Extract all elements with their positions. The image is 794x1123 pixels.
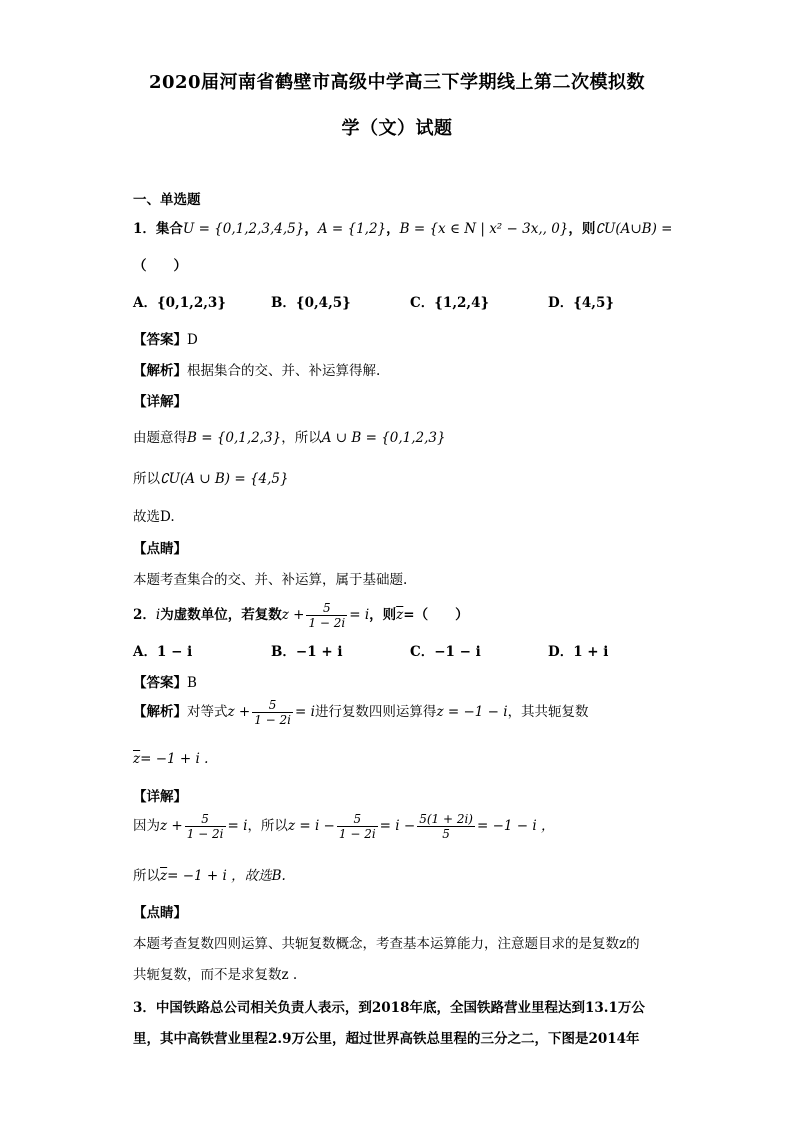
q2-comment-line1: 本题考查复数四则运算、共轭复数概念，考查基本运算能力，注意题目求的是复数z的	[133, 936, 640, 952]
q2-detail-line1: 因为z + $\frac{5}{1 - 2i}$ = i，所以z = i − $\frac{5}{1 - 2i}$ = i − $\frac{5(1 + 2i)}{5}$ = −1 − i ，	[133, 812, 555, 841]
q1-detail-line1: 由题意得B = {0,1,2,3}，所以A ∪ B = {0,1,2,3}	[133, 430, 446, 446]
q1-detail-line2: 所以∁U(A ∪ B) = {4,5}	[133, 471, 289, 487]
q1-detail-tag: 【详解】	[133, 394, 187, 410]
q2-stem: 2．i为虚数单位，若复数z + $\frac{5}{1 - 2i}$ = i，则$\overline{z}=$（ ）	[133, 601, 469, 630]
q1-option-b: B．{0,4,5}	[271, 295, 351, 311]
q2-option-b: B．−1 + i	[271, 644, 343, 660]
q1-comment-tag: 【点睛】	[133, 541, 187, 557]
q2-option-c: C．−1 − i	[410, 644, 481, 660]
q2-option-d: D．1 + i	[548, 644, 609, 660]
q2-answer: 【答案】B	[133, 675, 197, 691]
q1-option-a: A．{0,1,2,3}	[133, 295, 227, 311]
section-heading: 一、单选题	[133, 192, 201, 208]
q2-comment-tag: 【点睛】	[133, 905, 187, 921]
q1-detail-line3: 故选D.	[133, 509, 175, 525]
q1-answer: 【答案】D	[133, 332, 198, 348]
q2-analysis-cont: $\overline{z}= -1 + i$ .	[133, 751, 209, 767]
q3-line1: 3．中国铁路总公司相关负责人表示，到2018年底，全国铁路营业里程达到13.1万公	[133, 1000, 645, 1016]
q1-stem: 1．集合U = {0,1,2,3,4,5}，A = {1,2}，B = {x ∈ N | x² − 3x,, 0}，则∁U(A∪B) =	[133, 221, 673, 237]
q1-comment: 本题考查集合的交、并、补运算，属于基础题.	[133, 572, 408, 588]
q2-comment-line2: 共轭复数，而不是求复数z .	[133, 967, 298, 983]
q1-paren: （ ）	[133, 258, 187, 274]
q2-detail-line2: 所以$\overline{z}= -1 + i$ ，故选B.	[133, 868, 286, 884]
q3-line2: 里，其中高铁营业里程2.9万公里，超过世界高铁总里程的三分之二，下图是2014年	[133, 1031, 640, 1047]
paper-title-line2: 学（文）试题	[341, 118, 453, 139]
q1-option-c: C．{1,2,4}	[410, 295, 490, 311]
q1-analysis: 【解析】根据集合的交、并、补运算得解.	[133, 363, 381, 379]
paper-title-line1: 2020届河南省鹤壁市高级中学高三下学期线上第二次模拟数	[148, 72, 646, 93]
q2-detail-tag: 【详解】	[133, 789, 187, 805]
q1-option-d: D．{4,5}	[548, 295, 615, 311]
q2-analysis: 【解析】对等式z + $\frac{5}{1 - 2i}$ = i进行复数四则运算得z = −1 − i，其共轭复数	[133, 698, 589, 727]
q2-option-a: A．1 − i	[133, 644, 193, 660]
